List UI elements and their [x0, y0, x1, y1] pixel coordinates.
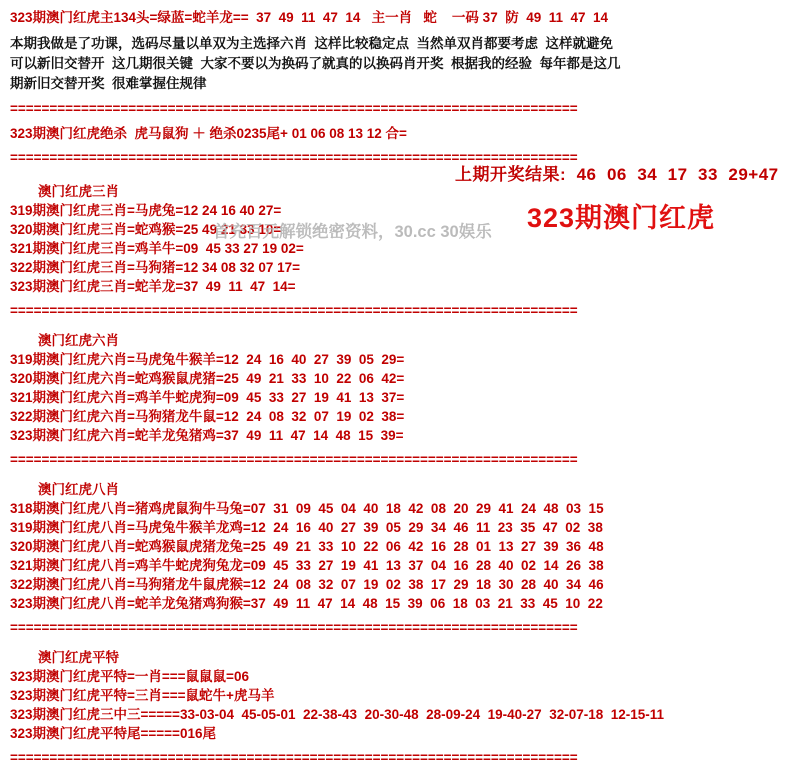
paragraph-line-2: 可以新旧交替开 这几期很关键 大家不要以为换码了就真的以换码肖开奖 根据我的经验 每年都是这几	[10, 56, 621, 71]
section-row: 322期澳门红虎六肖=马狗猪龙牛鼠=12 24 08 32 07 19 02 38=	[10, 409, 405, 424]
section-title: 澳门红虎三肖	[38, 184, 119, 199]
section-pingte	[10, 648, 790, 743]
watermark-text: 首充百元解锁绝密资料，30.cc 30娱乐	[213, 223, 492, 241]
divider-3: ========================================================================	[10, 303, 578, 318]
section-row: 321期澳门红虎三肖=鸡羊牛=09 45 33 27 19 02=	[10, 241, 304, 256]
section-row: 323期澳门红虎八肖=蛇羊龙兔猪鸡狗猴=37 49 11 47 14 48 15 39 06 18 03 21 33 45 10 22	[10, 596, 603, 611]
section-row: 323期澳门红虎三肖=蛇羊龙=37 49 11 47 14=	[10, 279, 296, 294]
section-row: 318期澳门红虎八肖=猪鸡虎鼠狗牛马兔=07 31 09 45 04 40 18 42 08 20 29 41 24 48 03 15	[10, 501, 604, 516]
section-row: 319期澳门红虎六肖=马虎兔牛猴羊=12 24 16 40 27 39 05 29=	[10, 352, 405, 367]
header-line: 323期澳门红虎主134头=绿蓝=蛇羊龙== 37 49 11 47 14 主一肖 蛇 一码 37 防 49 11 47 14	[10, 10, 609, 25]
section-baxiao	[10, 480, 790, 613]
section-row: 319期澳门红虎八肖=马虎兔牛猴羊龙鸡=12 24 16 40 27 39 05 29 34 46 11 23 35 47 02 38	[10, 520, 603, 535]
section-title: 澳门红虎八肖	[38, 482, 119, 497]
section-row: 321期澳门红虎六肖=鸡羊牛蛇虎狗=09 45 33 27 19 41 13 37=	[10, 390, 405, 405]
divider-6: ========================================================================	[10, 750, 578, 765]
lottery-result-text: 上期开奖结果: 46 06 34 17 33 29+47	[455, 165, 779, 184]
section-row: 319期澳门红虎三肖=马虎兔=12 24 16 40 27=	[10, 203, 282, 218]
section-row: 323期澳门红虎平特尾=====016尾	[10, 726, 216, 741]
section-row: 322期澳门红虎三肖=马狗猪=12 34 08 32 07 17=	[10, 260, 301, 275]
section-row: 323期澳门红虎三中三=====33-03-04 45-05-01 22-38-43 20-30-48 28-09-24 19-40-27 32-07-18 12-15-11	[10, 707, 665, 722]
section-row: 320期澳门红虎三肖=蛇鸡猴=25 49 21 33 10=	[10, 222, 282, 237]
section-row: 322期澳门红虎八肖=马狗猪龙牛鼠虎猴=12 24 08 32 07 19 02 38 17 29 18 30 28 40 34 46	[10, 577, 604, 592]
kill-line: 323期澳门红虎绝杀 虎马鼠狗 ＋ 绝杀0235尾+ 01 06 08 13 12 合=	[10, 126, 407, 141]
section-title: 澳门红虎六肖	[38, 333, 119, 348]
divider-5: ========================================================================	[10, 620, 578, 635]
divider-1: ========================================================================	[10, 101, 578, 116]
divider-2: ========================================================================	[10, 150, 578, 165]
section-row: 320期澳门红虎六肖=蛇鸡猴鼠虎猪=25 49 21 33 10 22 06 42=	[10, 371, 405, 386]
paragraph-line-1: 本期我做是了功课，选码尽量以单双为主选择六肖 这样比较稳定点 当然单双肖都要考虑 这样就避免	[10, 36, 614, 51]
section-row: 320期澳门红虎八肖=蛇鸡猴鼠虎猪龙兔=25 49 21 33 10 22 06 42 16 28 01 13 27 39 36 48	[10, 539, 604, 554]
section-liuxiao	[10, 331, 790, 445]
section-row: 323期澳门红虎平特=一肖===鼠鼠鼠=06	[10, 669, 249, 684]
section-title: 澳门红虎平特	[38, 650, 119, 665]
section-row: 323期澳门红虎六肖=蛇羊龙兔猪鸡=37 49 11 47 14 48 15 39=	[10, 428, 404, 443]
section-row: 321期澳门红虎八肖=鸡羊牛蛇虎狗兔龙=09 45 33 27 19 41 13 37 04 16 28 40 02 14 26 38	[10, 558, 604, 573]
section-row: 323期澳门红虎平特=三肖===鼠蛇牛+虎马羊	[10, 688, 275, 703]
divider-4: ========================================================================	[10, 452, 578, 467]
big-title-text: 323期澳门红虎	[527, 203, 716, 233]
document-content	[10, 8, 790, 766]
paragraph-line-3: 期新旧交替开奖 很难掌握住规律	[10, 76, 207, 91]
